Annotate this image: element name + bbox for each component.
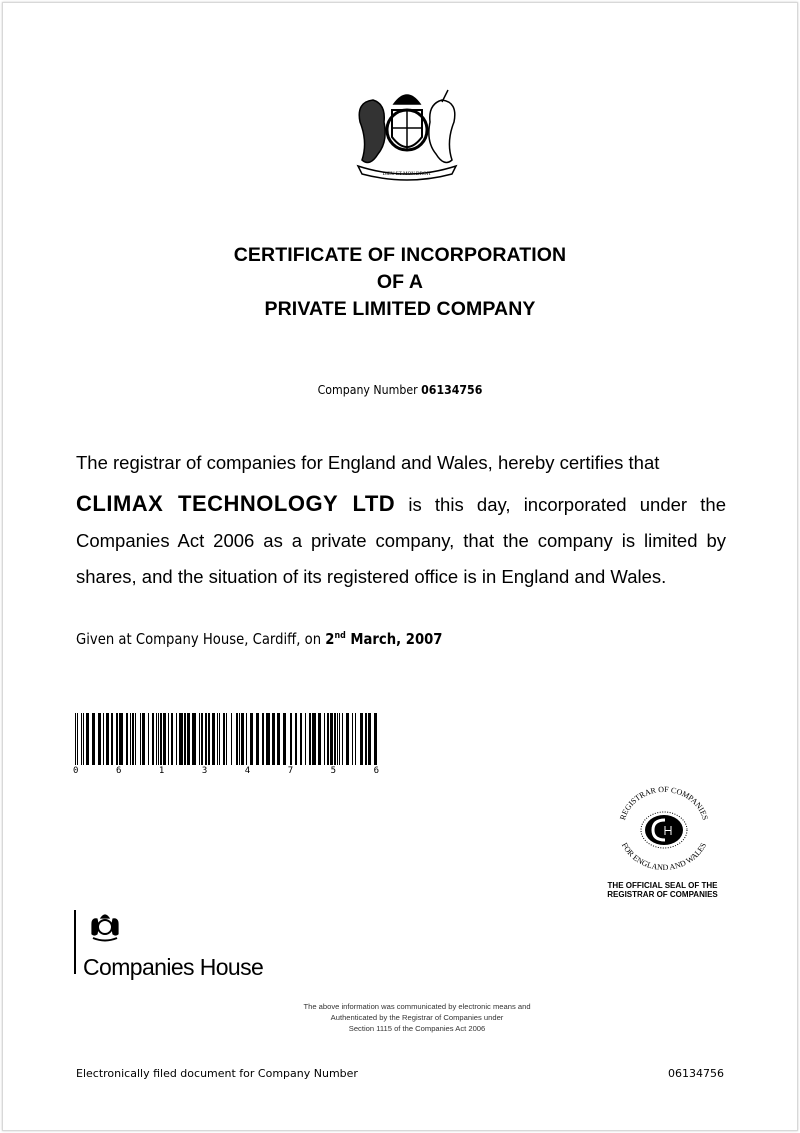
barcode-bar — [360, 713, 363, 765]
barcode-bar — [156, 713, 157, 765]
barcode — [75, 713, 377, 765]
registrar-seal-icon — [599, 782, 729, 878]
barcode-bar — [140, 713, 141, 765]
barcode-bar — [368, 713, 371, 765]
certificate-body — [76, 486, 726, 595]
barcode-bar — [283, 713, 286, 765]
barcode-bar — [339, 713, 340, 765]
barcode-bar — [342, 713, 343, 765]
barcode-bar — [199, 713, 200, 765]
barcode-digit: 0 — [73, 766, 79, 776]
barcode-digit: 6 — [373, 766, 379, 776]
barcode-bar — [241, 713, 244, 765]
barcode-bar — [142, 713, 145, 765]
barcode-bar — [116, 713, 118, 765]
company-name: CLIMAX TECHNOLOGY LTD — [76, 491, 396, 516]
barcode-bar — [83, 713, 84, 765]
crest-motto: DIEU ET MON DROIT — [382, 172, 432, 177]
barcode-bar — [75, 713, 76, 765]
royal-coat-of-arms-icon — [348, 82, 466, 182]
barcode-bar — [324, 713, 325, 765]
barcode-bar — [262, 713, 264, 765]
barcode-bar — [239, 713, 240, 765]
footer-company-number: 06134756 — [668, 1067, 724, 1080]
company-number-value: 06134756 — [421, 382, 483, 397]
certificate-intro: The registrar of companies for England and Wales, hereby certifies that — [76, 452, 660, 473]
barcode-bar — [77, 713, 78, 765]
given-date — [76, 630, 443, 648]
note-line-3: Section 1115 of the Companies Act 2006 — [348, 1024, 486, 1033]
barcode-bar — [295, 713, 297, 765]
barcode-bar — [158, 713, 159, 765]
barcode-bar — [318, 713, 321, 765]
barcode-bar — [309, 713, 311, 765]
barcode-bar — [163, 713, 166, 765]
company-number-label: Company Number — [317, 382, 418, 397]
seal-ring-top: REGISTRAR OF COMPANIES — [618, 784, 710, 822]
certificate-body-block — [76, 445, 726, 595]
barcode-bar — [92, 713, 95, 765]
logo-divider — [74, 910, 76, 974]
svg-text:FOR ENGLAND AND WALES — [620, 841, 708, 872]
barcode-bar — [179, 713, 183, 765]
barcode-bar — [86, 713, 89, 765]
barcode-digit: 3 — [201, 766, 208, 776]
note-line-2: Authenticated by the Registrar of Companies under — [330, 1013, 504, 1022]
barcode-digit: 1 — [158, 766, 165, 776]
given-day-suffix: nd — [334, 631, 346, 641]
given-prefix: Given at Company House, Cardiff, on — [76, 630, 326, 648]
company-number — [48, 382, 752, 397]
barcode-digit: 6 — [115, 766, 122, 776]
barcode-bar — [236, 713, 238, 765]
barcode-bar — [208, 713, 210, 765]
barcode-bar — [312, 713, 316, 765]
barcode-bar — [246, 713, 247, 765]
barcode-bar — [103, 713, 104, 765]
barcode-bar — [126, 713, 128, 765]
barcode-bar — [192, 713, 196, 765]
barcode-digit: 7 — [287, 766, 294, 776]
certificate-text: is this day, incorporated under the Companies Act 2006 as a private company, that the company is limited by shares, and the situation of its registered office is in England and Wales. — [76, 494, 726, 587]
given-month-year: March, 2007 — [345, 630, 443, 648]
barcode-bar — [330, 713, 333, 765]
given-day: 2 — [325, 630, 335, 648]
barcode-bar — [300, 713, 302, 765]
barcode-bar — [106, 713, 109, 765]
barcode-bar — [119, 713, 123, 765]
barcode-bar — [176, 713, 177, 765]
barcode-bar — [160, 713, 162, 765]
barcode-bar — [184, 713, 186, 765]
barcode-bar — [272, 713, 275, 765]
barcode-bar — [81, 713, 82, 765]
barcode-bar — [355, 713, 356, 765]
barcode-bar — [168, 713, 169, 765]
barcode-digit: 5 — [330, 766, 337, 776]
barcode-bar — [201, 713, 203, 765]
barcode-bar — [266, 713, 270, 765]
title-line-1: CERTIFICATE OF INCORPORATION — [233, 244, 567, 266]
barcode-bar — [187, 713, 190, 765]
seal-caption-line-2: REGISTRAR OF COMPANIES — [607, 890, 718, 899]
barcode-bar — [277, 713, 280, 765]
title-line-2: OF A — [376, 271, 424, 293]
barcode-bar — [305, 713, 306, 765]
barcode-bar — [290, 713, 292, 765]
barcode-bar — [250, 713, 253, 765]
barcode-bar — [327, 713, 329, 765]
footer-label: Electronically filed document for Company Number — [76, 1067, 358, 1080]
barcode-bar — [223, 713, 225, 765]
barcode-bar — [135, 713, 136, 765]
barcode-digits — [73, 766, 379, 776]
barcode-bar — [132, 713, 134, 765]
barcode-bar — [171, 713, 173, 765]
barcode-bar — [337, 713, 338, 765]
barcode-bar — [98, 713, 101, 765]
title-line-3: PRIVATE LIMITED COMPANY — [264, 298, 536, 320]
barcode-bar — [217, 713, 218, 765]
note-line-1: The above information was communicated by electronic means and — [303, 1002, 531, 1011]
barcode-bar — [130, 713, 131, 765]
barcode-bar — [212, 713, 215, 765]
seal-ring-bottom: FOR ENGLAND AND WALES — [619, 841, 709, 873]
barcode-bar — [205, 713, 207, 765]
companies-house-name: Companies House — [83, 954, 264, 980]
seal-caption-line-1: THE OFFICIAL SEAL OF THE — [607, 881, 718, 890]
barcode-bar — [352, 713, 353, 765]
barcode-bar — [219, 713, 220, 765]
seal-caption — [590, 881, 735, 899]
barcode-bar — [334, 713, 336, 765]
barcode-bar — [374, 713, 377, 765]
mini-crest-icon — [88, 912, 122, 944]
barcode-bar — [226, 713, 227, 765]
barcode-bar — [231, 713, 232, 765]
barcode-bar — [346, 713, 349, 765]
barcode-bar — [256, 713, 259, 765]
barcode-bar — [365, 713, 367, 765]
barcode-bar — [148, 713, 149, 765]
barcode-bar — [111, 713, 113, 765]
barcode-digit: 4 — [244, 766, 251, 776]
authentication-note — [0, 1001, 800, 1034]
barcode-bar — [152, 713, 154, 765]
